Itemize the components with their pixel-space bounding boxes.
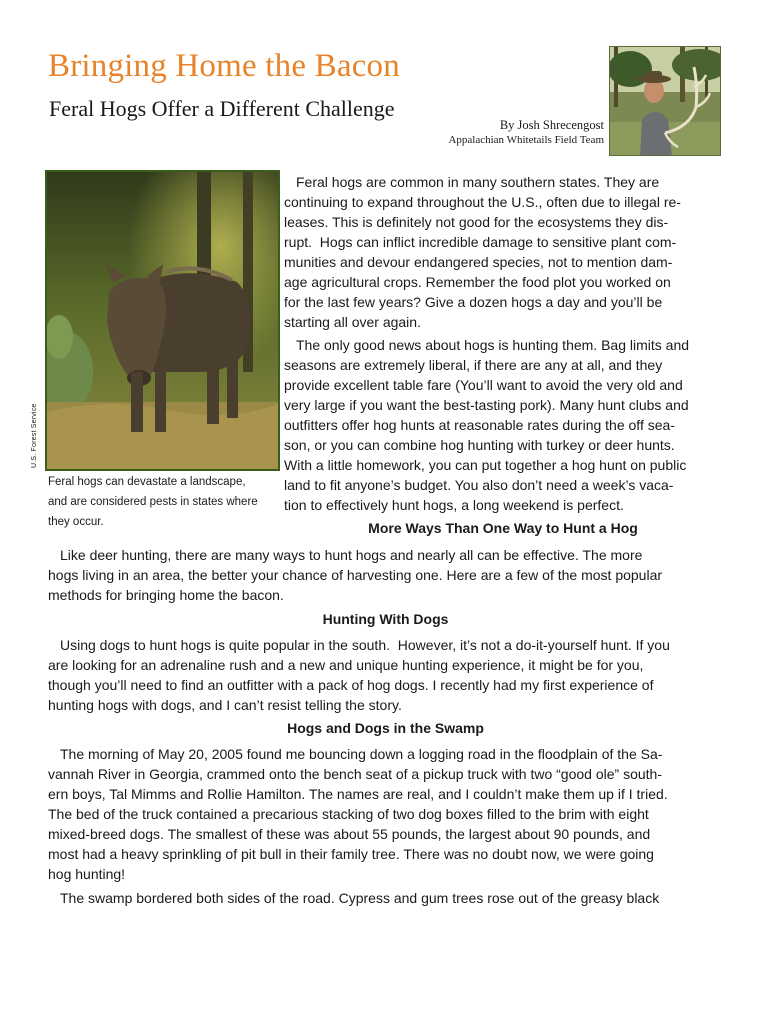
caption-line: and are considered pests in states where	[48, 496, 258, 508]
text-line: son, or you can combine hog hunting with turkey or deer hunts.	[284, 437, 675, 453]
section-heading: Hunting With Dogs	[322, 611, 449, 627]
section-heading: More Ways Than One Way to Hunt a Hog	[368, 520, 638, 536]
text-line: Using dogs to hunt hogs is quite popular in the south. However, it’s not a do-it-yourself hunt. If you	[60, 637, 670, 653]
hunting-paragraph	[284, 335, 722, 515]
text-line: outfitters offer hog hunts at reasonable rates during the off sea-	[284, 417, 675, 433]
text-line: The bed of the truck contained a precarious stacking of two dog boxes filled to the brim with eight	[48, 806, 649, 822]
text-line: munities and devour endangered species, not to mention dam-	[284, 254, 673, 270]
text-line: Like deer hunting, there are many ways to hunt hogs and nearly all can be effective. The more	[60, 547, 643, 563]
text-line: The swamp bordered both sides of the road. Cypress and gum trees rose out of the greasy black	[60, 890, 660, 906]
intro-paragraph	[284, 172, 722, 332]
text-line: seasons are extremely liberal, if there are any at all, and they	[284, 357, 663, 373]
text-line: are looking for an adrenaline rush and a new and unique hunting experience, it might be for you,	[48, 657, 644, 673]
article-title: Bringing Home the Bacon	[48, 48, 400, 84]
text-line: hogs living in an area, the better your chance of harvesting one. Here are a few of the most popular	[48, 567, 663, 583]
text-line: starting all over again.	[284, 314, 421, 330]
text-line: continuing to expand throughout the U.S., often due to illegal re-	[284, 194, 681, 210]
text-line: age agricultural crops. Remember the food plot you worked on	[284, 274, 671, 290]
section-paragraph	[48, 744, 723, 884]
text-line: for the last few years? Give a dozen hogs a day and you’ll be	[284, 294, 663, 310]
photo-caption	[48, 472, 284, 532]
author-byline: By Josh Shrecengost	[499, 118, 604, 132]
author-team: Appalachian Whitetails Field Team	[448, 134, 604, 146]
text-line: rupt. Hogs can inflict incredible damage to sensitive plant com-	[284, 234, 677, 250]
text-line: ern boys, Tal Mimms and Rollie Hamilton. The names are real, and I couldn’t make them up if I tried.	[48, 786, 668, 802]
text-line: tion to effectively hunt hogs, a long weekend is perfect.	[284, 497, 624, 513]
text-line: most had a heavy sprinkling of pit bull in their family tree. There was no doubt now, we were going	[48, 846, 654, 862]
text-line: methods for bringing home the bacon.	[48, 587, 284, 603]
text-line: though you’ll need to find an outfitter with a pack of hog dogs. I recently had my first experience of	[48, 677, 654, 693]
article-subtitle: Feral Hogs Offer a Different Challenge	[49, 96, 395, 121]
text-line: very large if you want the best-tasting pork). Many hunt clubs and	[284, 397, 689, 413]
text-line: The only good news about hogs is hunting them. Bag limits and	[296, 337, 690, 353]
caption-line: Feral hogs can devastate a landscape,	[48, 476, 246, 488]
text-line: hog hunting!	[48, 866, 126, 882]
feral-hog-photo	[45, 170, 280, 471]
photo-credit: U.S. Forest Service	[31, 403, 38, 468]
text-line: provide excellent table fare (You’ll want to avoid the very old and	[284, 377, 683, 393]
continuation-paragraph	[48, 888, 723, 908]
text-line: With a little homework, you can put together a hog hunt on public	[284, 457, 687, 473]
section-paragraph	[48, 635, 723, 715]
section-heading: Hogs and Dogs in the Swamp	[287, 720, 484, 736]
caption-line: they occur.	[48, 516, 104, 528]
text-line: The morning of May 20, 2005 found me bouncing down a logging road in the floodplain of the Sa-	[60, 746, 663, 762]
text-line: mixed-breed dogs. The smallest of these was about 55 pounds, the largest about 90 pounds, and	[48, 826, 651, 842]
section-paragraph	[48, 545, 723, 605]
text-line: land to fit anyone’s budget. You also don’t need a week’s vaca-	[284, 477, 674, 493]
text-line: leases. This is definitely not good for the ecosystems they dis-	[284, 214, 669, 230]
text-line: vannah River in Georgia, crammed onto the bench seat of a pickup truck with two “good ole” south-	[48, 766, 662, 782]
author-photo	[609, 46, 721, 156]
text-line: Feral hogs are common in many southern states. They are	[296, 174, 660, 190]
text-line: hunting hogs with dogs, and I can’t resist telling the story.	[48, 697, 402, 713]
